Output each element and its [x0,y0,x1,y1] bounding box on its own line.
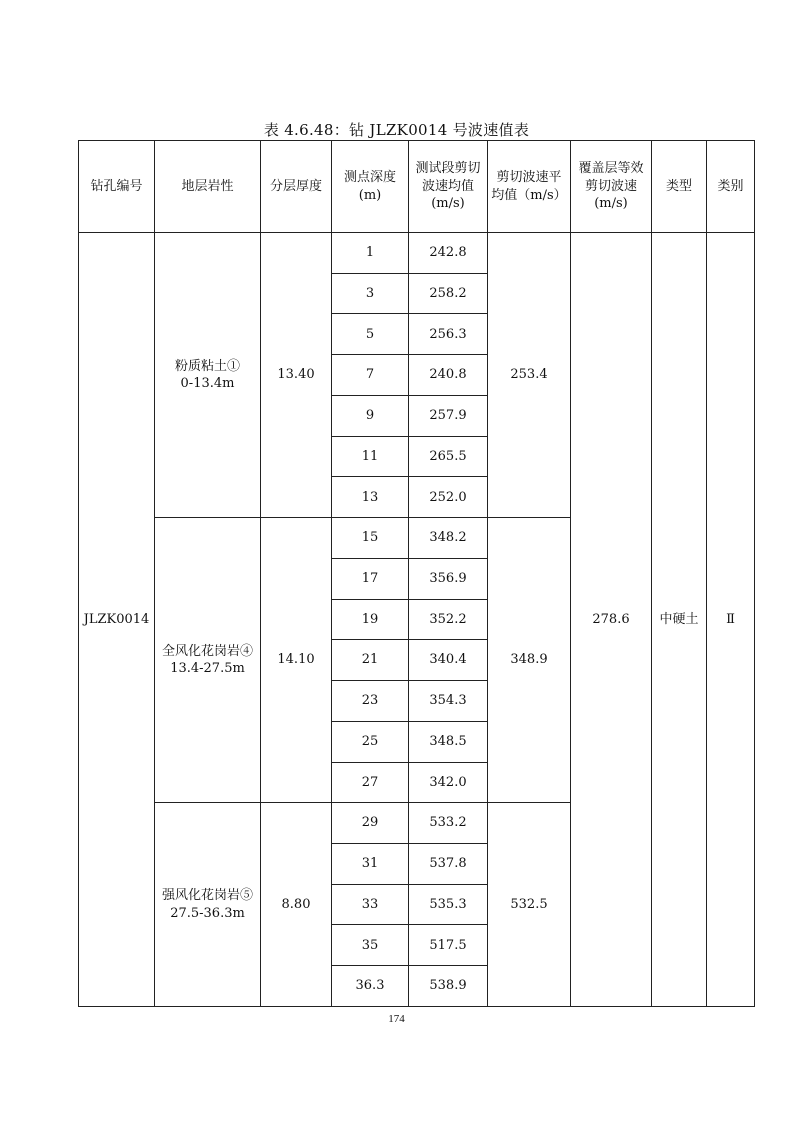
depth-cell: 5 [332,314,409,355]
equivalent-velocity-cell: 278.6 [571,233,652,1007]
depth-cell: 9 [332,395,409,436]
average-velocity-cell: 253.4 [488,233,571,518]
depth-cell: 27 [332,762,409,803]
depth-cell: 17 [332,558,409,599]
velocity-cell: 342.0 [409,762,488,803]
velocity-cell: 352.2 [409,599,488,640]
velocity-cell: 348.2 [409,518,488,559]
velocity-cell: 348.5 [409,721,488,762]
depth-cell: 3 [332,273,409,314]
depth-cell: 21 [332,640,409,681]
table-title: 表 4.6.48：钻 JLZK0014 号波速值表 [263,121,530,139]
average-velocity-cell: 532.5 [488,803,571,1007]
velocity-cell: 537.8 [409,844,488,885]
velocity-cell: 258.2 [409,273,488,314]
velocity-cell: 257.9 [409,395,488,436]
site-type-cell: 中硬土 [652,233,707,1007]
velocity-cell: 538.9 [409,966,488,1007]
depth-cell: 35 [332,925,409,966]
velocity-cell: 242.8 [409,233,488,274]
thickness-cell: 14.10 [261,518,332,803]
velocity-cell: 517.5 [409,925,488,966]
velocity-cell: 535.3 [409,884,488,925]
thickness-cell: 13.40 [261,233,332,518]
header-equivalent-velocity: 覆盖层等效 剪切波速 (m/s) [571,141,652,233]
depth-cell: 36.3 [332,966,409,1007]
velocity-cell: 354.3 [409,681,488,722]
depth-cell: 7 [332,355,409,396]
depth-cell: 15 [332,518,409,559]
page-number: 174 [388,1013,405,1025]
header-borehole: 钻孔编号 [79,141,155,233]
stratum-cell: 粉质粘土① 0-13.4m [155,233,261,518]
depth-cell: 25 [332,721,409,762]
header-category: 类别 [707,141,755,233]
depth-cell: 19 [332,599,409,640]
depth-cell: 11 [332,436,409,477]
depth-cell: 33 [332,884,409,925]
site-category-cell: Ⅱ [707,233,755,1007]
header-depth: 测点深度 (m) [332,141,409,233]
velocity-cell: 256.3 [409,314,488,355]
velocity-cell: 356.9 [409,558,488,599]
header-segment-velocity: 测试段剪切 波速均值 (m/s) [409,141,488,233]
borehole-cell: JLZK0014 [79,233,155,1007]
depth-cell: 1 [332,233,409,274]
header-row [79,141,755,233]
depth-cell: 23 [332,681,409,722]
header-stratum: 地层岩性 [155,141,261,233]
velocity-cell: 265.5 [409,436,488,477]
depth-cell: 29 [332,803,409,844]
header-type: 类型 [652,141,707,233]
thickness-cell: 8.80 [261,803,332,1007]
velocity-cell: 533.2 [409,803,488,844]
table-row [79,233,755,274]
depth-cell: 31 [332,844,409,885]
velocity-cell: 252.0 [409,477,488,518]
velocity-cell: 340.4 [409,640,488,681]
depth-cell: 13 [332,477,409,518]
stratum-cell: 强风化花岗岩⑤ 27.5-36.3m [155,803,261,1007]
stratum-cell: 全风化花岗岩④ 13.4-27.5m [155,518,261,803]
wave-velocity-table [78,140,755,1007]
header-thickness: 分层厚度 [261,141,332,233]
average-velocity-cell: 348.9 [488,518,571,803]
header-average-velocity: 剪切波速平 均值（m/s） [488,141,571,233]
velocity-cell: 240.8 [409,355,488,396]
